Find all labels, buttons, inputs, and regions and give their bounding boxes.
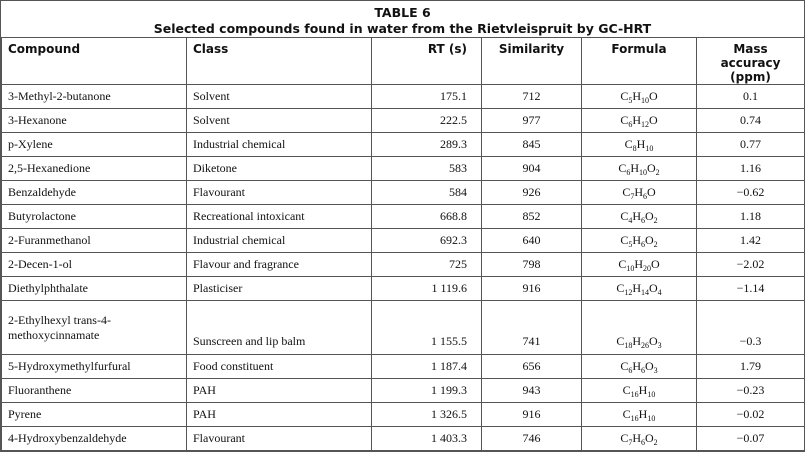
similarity-cell: 943 bbox=[482, 379, 582, 403]
class-cell: Recreational intoxicant bbox=[187, 205, 372, 229]
formula-element: O bbox=[651, 257, 660, 271]
formula-element: C bbox=[622, 407, 631, 421]
mass-accuracy-cell: −0.62 bbox=[697, 181, 805, 205]
table-row bbox=[2, 85, 805, 109]
rt-cell: 668.8 bbox=[372, 205, 482, 229]
mass-accuracy-cell: −0.3 bbox=[697, 301, 805, 355]
mass-accuracy-cell: 0.74 bbox=[697, 109, 805, 133]
formula-element: O bbox=[649, 281, 658, 295]
formula-count: 5 bbox=[628, 96, 633, 105]
rt-cell: 1 155.5 bbox=[372, 301, 482, 355]
class-cell: Food constituent bbox=[187, 355, 372, 379]
formula-element: H bbox=[632, 334, 641, 348]
formula-count: 6 bbox=[641, 240, 645, 249]
formula-element: O bbox=[647, 161, 656, 175]
formula-element: O bbox=[645, 209, 654, 223]
mass-accuracy-cell: 0.1 bbox=[697, 85, 805, 109]
compound-cell: Pyrene bbox=[2, 403, 187, 427]
table-row bbox=[2, 229, 805, 253]
similarity-cell: 640 bbox=[482, 229, 582, 253]
formula-count: 5 bbox=[628, 240, 633, 249]
col-rt: RT (s) bbox=[372, 38, 482, 85]
formula-cell bbox=[582, 133, 697, 157]
formula-count: 16 bbox=[630, 414, 639, 423]
formula-count: 7 bbox=[630, 192, 635, 201]
compound-cell: Fluoranthene bbox=[2, 379, 187, 403]
class-cell: Flavourant bbox=[187, 181, 372, 205]
table-row bbox=[2, 205, 805, 229]
similarity-cell: 904 bbox=[482, 157, 582, 181]
compound-cell: Butyrolactone bbox=[2, 205, 187, 229]
formula-count: 10 bbox=[626, 264, 635, 273]
compound-cell: Diethylphthalate bbox=[2, 277, 187, 301]
class-cell: Diketone bbox=[187, 157, 372, 181]
formula-element: C bbox=[618, 161, 627, 175]
table-subtitle: Selected compounds found in water from the Rietvleispruit by GC-HRT bbox=[153, 21, 652, 36]
table-row bbox=[2, 427, 805, 451]
compound-cell: 5-Hydroxymethylfurfural bbox=[2, 355, 187, 379]
rt-cell: 584 bbox=[372, 181, 482, 205]
formula-count: 2 bbox=[653, 216, 658, 225]
compound-cell: 3-Methyl-2-butanone bbox=[2, 85, 187, 109]
rt-cell: 1 119.6 bbox=[372, 277, 482, 301]
formula-element: C bbox=[622, 383, 631, 397]
formula-element: O bbox=[647, 185, 656, 199]
formula-element: C bbox=[620, 359, 629, 373]
formula-count: 7 bbox=[628, 438, 633, 447]
formula-count: 26 bbox=[641, 341, 649, 350]
rt-cell: 692.3 bbox=[372, 229, 482, 253]
mass-accuracy-cell: −1.14 bbox=[697, 277, 805, 301]
formula-count: 10 bbox=[641, 96, 649, 105]
formula-cell bbox=[582, 301, 697, 355]
class-cell: Industrial chemical bbox=[187, 133, 372, 157]
formula-count: 6 bbox=[628, 120, 633, 129]
formula-count: 4 bbox=[628, 216, 633, 225]
table-row bbox=[2, 355, 805, 379]
formula-element: O bbox=[649, 89, 658, 103]
formula-element: C bbox=[616, 334, 625, 348]
col-mass-accuracy: Mass accuracy (ppm) bbox=[697, 38, 805, 85]
formula-count: 2 bbox=[653, 438, 658, 447]
col-compound: Compound bbox=[2, 38, 187, 85]
formula-count: 12 bbox=[624, 288, 633, 297]
formula-count: 6 bbox=[641, 438, 645, 447]
formula-element: H bbox=[632, 281, 641, 295]
formula-element: C bbox=[624, 137, 633, 151]
formula-element: O bbox=[645, 359, 654, 373]
formula-count: 10 bbox=[645, 144, 654, 153]
formula-count: 12 bbox=[641, 120, 649, 129]
formula-count: 10 bbox=[639, 168, 647, 177]
formula-element: C bbox=[620, 209, 629, 223]
formula-element: H bbox=[632, 209, 641, 223]
formula-count: 6 bbox=[626, 168, 631, 177]
mass-accuracy-cell: 1.16 bbox=[697, 157, 805, 181]
table-row bbox=[2, 181, 805, 205]
class-cell: Sunscreen and lip balm bbox=[187, 301, 372, 355]
formula-element: C bbox=[618, 257, 627, 271]
class-cell: Flavour and fragrance bbox=[187, 253, 372, 277]
formula-cell bbox=[582, 277, 697, 301]
table-row bbox=[2, 403, 805, 427]
table-row bbox=[2, 379, 805, 403]
formula-cell bbox=[582, 85, 697, 109]
formula-cell bbox=[582, 109, 697, 133]
table-row bbox=[2, 301, 805, 355]
formula-cell bbox=[582, 181, 697, 205]
table-row bbox=[2, 277, 805, 301]
similarity-cell: 852 bbox=[482, 205, 582, 229]
formula-element: O bbox=[649, 334, 658, 348]
compound-cell: Benzaldehyde bbox=[2, 181, 187, 205]
formula-element: C bbox=[620, 431, 629, 445]
formula-element: H bbox=[636, 137, 646, 151]
formula-cell bbox=[582, 427, 697, 451]
compound-cell: 2-Ethylhexyl trans-4-methoxycinnamate bbox=[2, 301, 187, 355]
formula-element: O bbox=[649, 113, 658, 127]
formula-count: 6 bbox=[641, 216, 645, 225]
class-cell: Plasticiser bbox=[187, 277, 372, 301]
rt-cell: 175.1 bbox=[372, 85, 482, 109]
formula-element: C bbox=[620, 113, 629, 127]
class-cell: Solvent bbox=[187, 85, 372, 109]
similarity-cell: 746 bbox=[482, 427, 582, 451]
mass-accuracy-cell: 1.79 bbox=[697, 355, 805, 379]
formula-count: 10 bbox=[647, 390, 656, 399]
formula-element: C bbox=[616, 281, 625, 295]
formula-element: H bbox=[632, 233, 641, 247]
formula-cell bbox=[582, 355, 697, 379]
mass-accuracy-cell: −0.07 bbox=[697, 427, 805, 451]
similarity-cell: 916 bbox=[482, 403, 582, 427]
similarity-cell: 845 bbox=[482, 133, 582, 157]
similarity-cell: 741 bbox=[482, 301, 582, 355]
formula-element: O bbox=[645, 233, 654, 247]
mass-accuracy-cell: −0.23 bbox=[697, 379, 805, 403]
rt-cell: 289.3 bbox=[372, 133, 482, 157]
similarity-cell: 656 bbox=[482, 355, 582, 379]
formula-element: H bbox=[638, 383, 648, 397]
formula-element: H bbox=[632, 359, 641, 373]
formula-element: H bbox=[632, 431, 641, 445]
formula-element: C bbox=[620, 233, 629, 247]
rt-cell: 1 403.3 bbox=[372, 427, 482, 451]
formula-count: 3 bbox=[657, 341, 662, 350]
formula-element: C bbox=[620, 89, 629, 103]
formula-count: 16 bbox=[630, 390, 639, 399]
formula-count: 6 bbox=[641, 366, 645, 375]
formula-element: C bbox=[622, 185, 631, 199]
table-row bbox=[2, 157, 805, 181]
header-row bbox=[2, 38, 805, 85]
similarity-cell: 798 bbox=[482, 253, 582, 277]
rt-cell: 222.5 bbox=[372, 109, 482, 133]
compounds-table bbox=[1, 37, 805, 451]
compound-cell: 3-Hexanone bbox=[2, 109, 187, 133]
table-row bbox=[2, 109, 805, 133]
formula-element: H bbox=[634, 185, 643, 199]
formula-element: H bbox=[632, 89, 641, 103]
rt-cell: 1 187.4 bbox=[372, 355, 482, 379]
formula-count: 3 bbox=[653, 366, 658, 375]
formula-count: 10 bbox=[647, 414, 656, 423]
compound-cell: 2-Decen-1-ol bbox=[2, 253, 187, 277]
formula-element: H bbox=[634, 257, 643, 271]
class-cell: PAH bbox=[187, 403, 372, 427]
col-similarity: Similarity bbox=[482, 38, 582, 85]
class-cell: PAH bbox=[187, 379, 372, 403]
formula-element: O bbox=[645, 431, 654, 445]
mass-accuracy-cell: 1.42 bbox=[697, 229, 805, 253]
formula-cell bbox=[582, 403, 697, 427]
compound-cell: p-Xylene bbox=[2, 133, 187, 157]
compound-cell: 2,5-Hexanedione bbox=[2, 157, 187, 181]
mass-accuracy-cell: 1.18 bbox=[697, 205, 805, 229]
table-row bbox=[2, 253, 805, 277]
similarity-cell: 916 bbox=[482, 277, 582, 301]
mass-accuracy-cell: 0.77 bbox=[697, 133, 805, 157]
col-class: Class bbox=[187, 38, 372, 85]
formula-count: 14 bbox=[641, 288, 649, 297]
formula-cell bbox=[582, 205, 697, 229]
formula-element: H bbox=[638, 407, 648, 421]
table-caption bbox=[1, 0, 804, 37]
class-cell: Solvent bbox=[187, 109, 372, 133]
formula-element: H bbox=[630, 161, 639, 175]
table-title: TABLE 6 bbox=[374, 5, 431, 20]
table-row bbox=[2, 133, 805, 157]
formula-cell bbox=[582, 379, 697, 403]
similarity-cell: 977 bbox=[482, 109, 582, 133]
rt-cell: 583 bbox=[372, 157, 482, 181]
formula-count: 8 bbox=[632, 144, 637, 153]
rt-cell: 1 199.3 bbox=[372, 379, 482, 403]
col-formula: Formula bbox=[582, 38, 697, 85]
compound-cell: 4-Hydroxybenzaldehyde bbox=[2, 427, 187, 451]
formula-cell bbox=[582, 253, 697, 277]
formula-count: 4 bbox=[657, 288, 662, 297]
formula-count: 2 bbox=[653, 240, 658, 249]
class-cell: Flavourant bbox=[187, 427, 372, 451]
rt-cell: 1 326.5 bbox=[372, 403, 482, 427]
compound-cell: 2-Furanmethanol bbox=[2, 229, 187, 253]
similarity-cell: 712 bbox=[482, 85, 582, 109]
formula-count: 18 bbox=[624, 341, 633, 350]
formula-count: 6 bbox=[643, 192, 647, 201]
formula-count: 6 bbox=[628, 366, 633, 375]
mass-accuracy-cell: −0.02 bbox=[697, 403, 805, 427]
formula-count: 20 bbox=[643, 264, 651, 273]
mass-accuracy-cell: −2.02 bbox=[697, 253, 805, 277]
rt-cell: 725 bbox=[372, 253, 482, 277]
formula-cell bbox=[582, 157, 697, 181]
similarity-cell: 926 bbox=[482, 181, 582, 205]
formula-element: H bbox=[632, 113, 641, 127]
formula-cell bbox=[582, 229, 697, 253]
class-cell: Industrial chemical bbox=[187, 229, 372, 253]
formula-count: 2 bbox=[655, 168, 660, 177]
